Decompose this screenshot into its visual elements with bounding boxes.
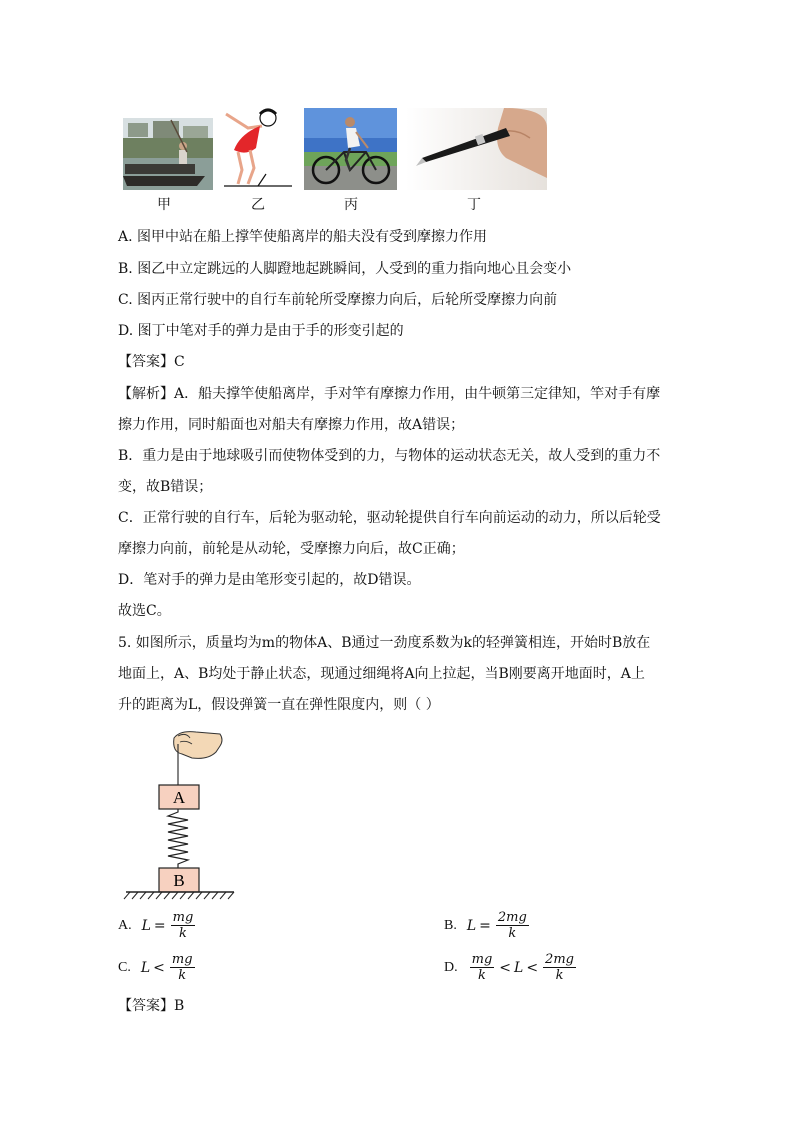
figure-ding-pen-hand — [406, 108, 547, 190]
q4-analysis-line-6: 摩擦力向前，前轮是从动轮，受摩擦力向后，故C正确； — [118, 541, 465, 557]
q4-option-d: D. 图丁中笔对手的弹力是由于手的形变引起的 — [118, 323, 404, 339]
q4-analysis-line-4: 变，故B错误； — [118, 479, 213, 495]
figure-bing-cyclist — [304, 108, 397, 190]
q5-stem-line-3: 升的距离为L，假设弹簧一直在弹性限度内，则（ ） — [118, 697, 440, 713]
spring — [168, 809, 188, 868]
block-b-label: B — [173, 871, 185, 890]
figure-yi-jumper — [220, 104, 296, 190]
caption-yi: 乙 — [251, 197, 265, 213]
caption-jia: 甲 — [157, 197, 171, 213]
caption-bing: 丙 — [344, 197, 358, 213]
fraction: $\frac{2mg}{k}$ — [497, 910, 527, 941]
q4-analysis-line-5: C．正常行驶的自行车，后轮为驱动轮，驱动轮提供自行车向前运动的动力，所以后轮受 — [118, 510, 661, 526]
fraction: $\frac{2mg}{k}$ — [545, 952, 574, 983]
q5-option-c: C. L < $\frac{mg}{k}$ — [118, 952, 193, 983]
q4-option-a: A. 图甲中站在船上撑竿使船离岸的船夫没有受到摩擦力作用 — [118, 229, 488, 245]
block-a-label: A — [172, 788, 186, 807]
q5-answer — [118, 996, 184, 1016]
q4-option-c: C. 图丙正常行驶中的自行车前轮所受摩擦力向后，后轮所受摩擦力向前 — [118, 292, 558, 308]
q4-analysis-line-1: 【解析】A．船夫撑竿使船离岸，手对竿有摩擦力作用，由牛顿第三定律知，竿对手有摩 — [118, 386, 661, 402]
q5-stem-line-1: 5. 如图所示，质量均为m的物体A、B通过一劲度系数为k的轻弹簧相连，开始时B放在 — [118, 635, 651, 651]
caption-ding: 丁 — [467, 197, 481, 213]
analysis-tag: 【解析】 — [118, 386, 174, 402]
hand-icon — [174, 732, 222, 759]
q4-analysis-line-2: 擦力作用，同时船面也对船夫有摩擦力作用，故A错误； — [118, 417, 465, 433]
q4-answer — [118, 352, 185, 372]
answer-value: B — [174, 998, 185, 1014]
q4-analysis-line-8: 故选C。 — [118, 603, 171, 619]
spring-diagram — [122, 728, 238, 900]
figure-jia-boatman — [123, 118, 213, 190]
q4-option-b: B. 图乙中立定跳远的人脚蹬地起跳瞬间，人受到的重力指向地心且会变小 — [118, 261, 572, 277]
q5-option-a: A. L = $\frac{mg}{k}$ — [118, 910, 194, 941]
answer-tag: 【答案】 — [118, 998, 174, 1014]
fraction: $\frac{mg}{k}$ — [172, 910, 194, 941]
q4-analysis-line-3: B．重力是由于地球吸引而使物体受到的力，与物体的运动状态无关，故人受到的重力不 — [118, 448, 661, 464]
fraction: $\frac{mg}{k}$ — [171, 952, 193, 983]
q5-option-d: D. $\frac{mg}{k}$ < L < $\frac{2mg}{k}$ — [444, 952, 574, 983]
q5-figure — [122, 728, 238, 900]
q4-analysis-line-7: D．笔对手的弹力是由笔形变引起的，故D错误。 — [118, 572, 421, 588]
q5-option-b: B. L = $\frac{2mg}{k}$ — [444, 910, 527, 941]
q5-stem-line-2: 地面上，A、B均处于静止状态，现通过细绳将A向上拉起，当B刚要离开地面时，A上 — [118, 666, 645, 682]
fraction: $\frac{mg}{k}$ — [471, 952, 493, 983]
answer-value: C — [174, 354, 185, 370]
answer-tag: 【答案】 — [118, 354, 174, 370]
